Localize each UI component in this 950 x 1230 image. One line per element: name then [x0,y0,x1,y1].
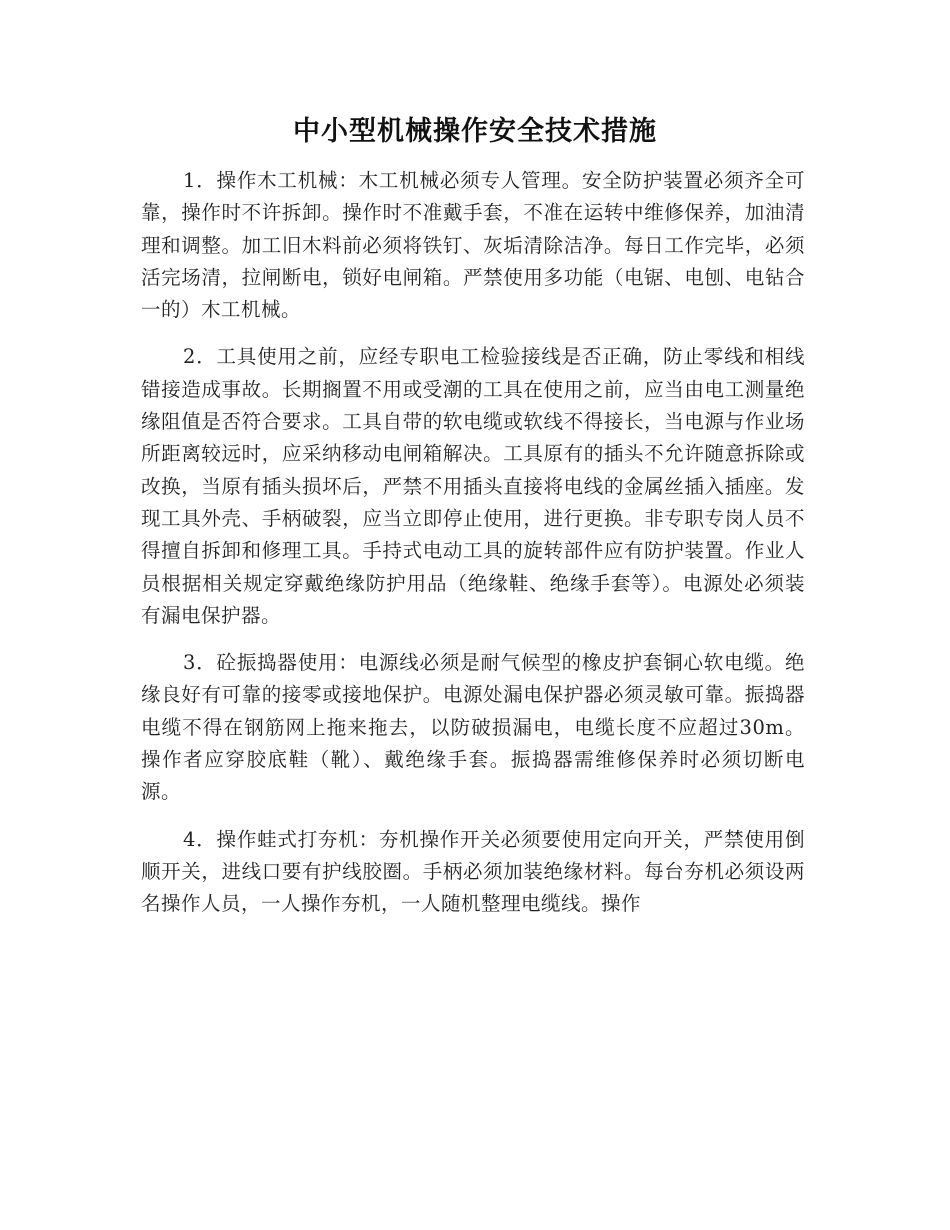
paragraph-woodworking-machinery: 1．操作木工机械：木工机械必须专人管理。安全防护装置必须齐全可靠，操作时不许拆卸。操作时不准戴手套，不准在运转中维修保养，加油清理和调整。加工旧木料前必须将铁钉、灰垢清除洁净。每日工作完毕，必须活完场清，拉闸断电，锁好电闸箱。严禁使用多功能（电锯、电刨、电钻合一的）木工机械。 [141,169,805,322]
document-body [141,165,805,936]
paragraph-frog-rammer: 4．操作蛙式打夯机：夯机操作开关必须要使用定向开关，严禁使用倒顺开关，进线口要有护线胶圈。手柄必须加装绝缘材料。每台夯机必须设两名操作人员，一人操作夯机，一人随机整理电缆线。操作 [141,827,805,916]
paragraph-concrete-vibrator: 3．砼振捣器使用：电源线必须是耐气候型的橡皮护套铜心软电缆。绝缘良好有可靠的接零或接地保护。电源处漏电保护器必须灵敏可靠。振捣器电缆不得在钢筋网上拖来拖去，以防破损漏电，电缆长度不应超过30m。操作者应穿胶底鞋（靴）、戴绝缘手套。振捣器需维修保养时必须切断电源。 [141,651,805,804]
document-title: 中小型机械操作安全技术措施 [293,116,657,147]
paragraph-power-tools: 2．工具使用之前，应经专职电工检验接线是否正确，防止零线和相线错接造成事故。长期搁置不用或受潮的工具在使用之前，应当由电工测量绝缘阻值是否符合要求。工具自带的软电缆或软线不得接长，当电源与作业场所距离较远时，应采纳移动电闸箱解决。工具原有的插头不允许随意拆除或改换，当原有插头损坏后，严禁不用插头直接将电线的金属丝插入插座。发现工具外壳、手柄破裂，应当立即停止使用，进行更换。非专职专岗人员不得擅自拆卸和修理工具。手持式电动工具的旋转部件应有防护装置。作业人员根据相关规定穿戴绝缘防护用品（绝缘鞋、绝缘手套等）。电源处必须装有漏电保护器。 [141,345,805,627]
